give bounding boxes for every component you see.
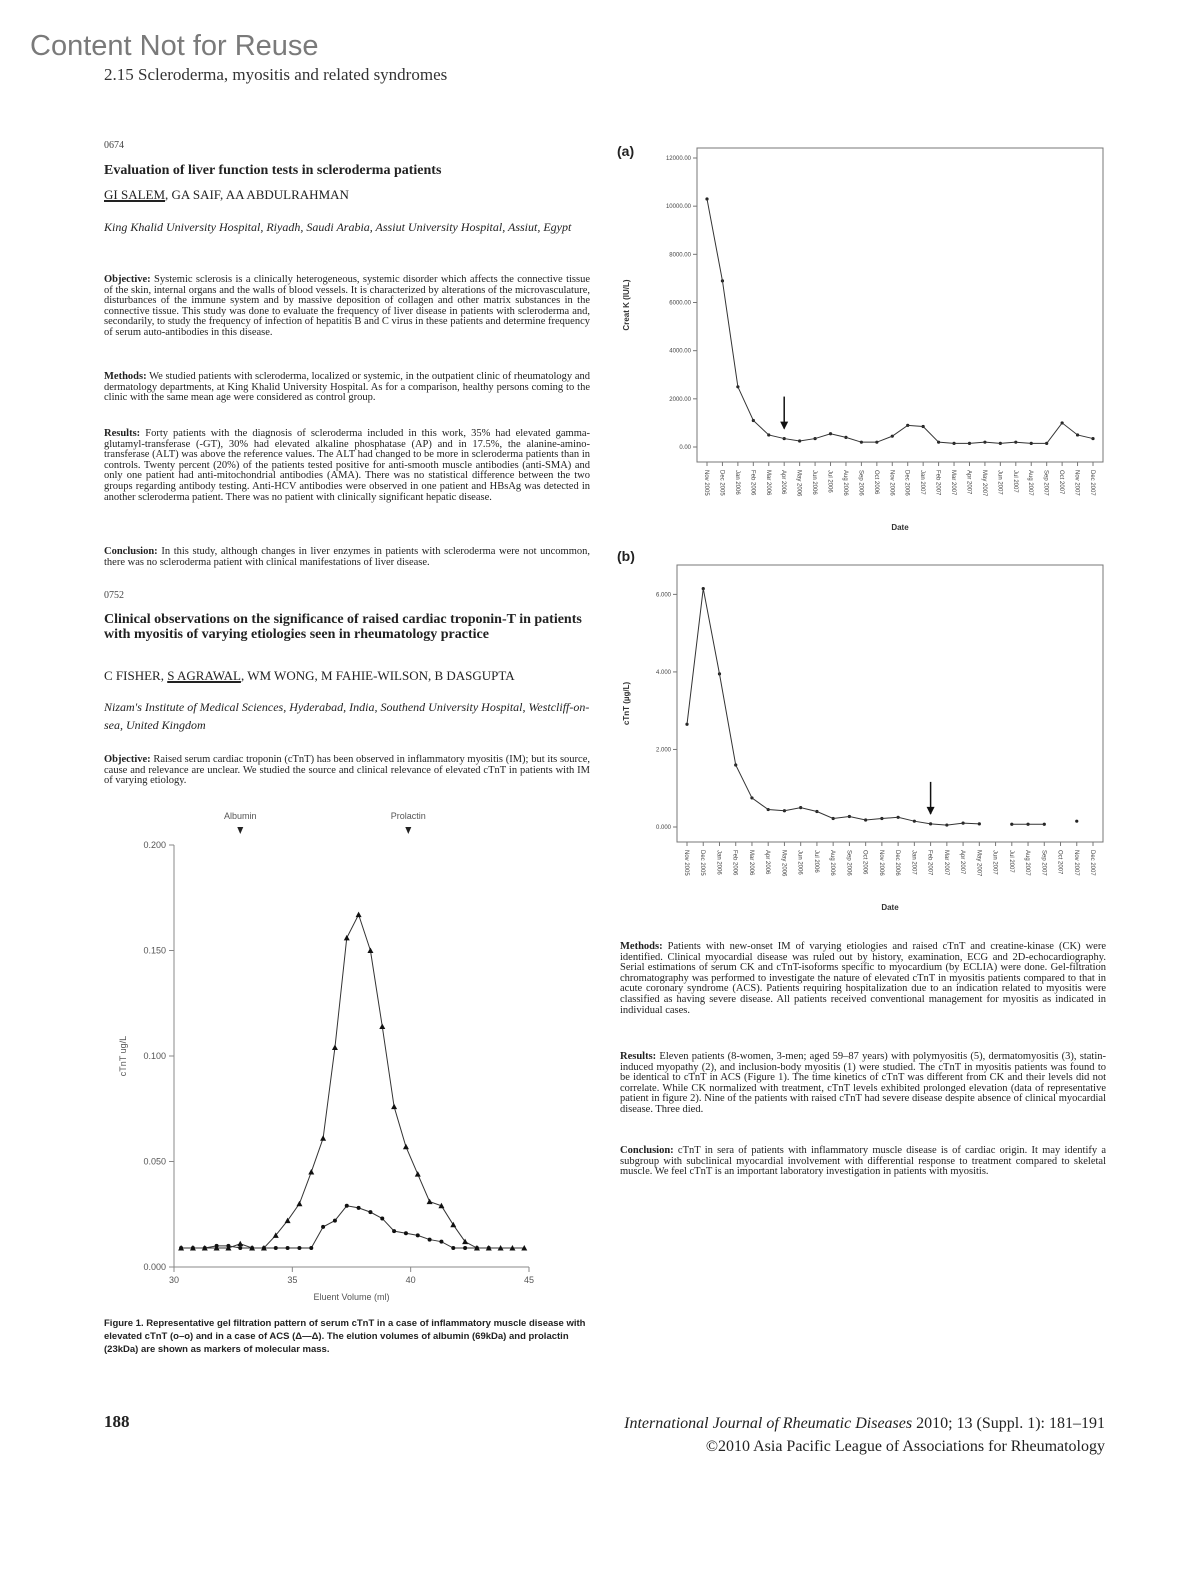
x-tick-label: Nov 2007 [1072, 850, 1079, 876]
journal-name: International Journal of Rheumatic Diseases [624, 1415, 913, 1432]
objective-paragraph [104, 275, 590, 339]
x-tick-label: Aug 2006 [841, 470, 848, 496]
x-tick-label: Feb 2007 [926, 850, 933, 876]
x-tick-label: Jan 2006 [733, 470, 740, 495]
y-tick-label: 6000.00 [669, 300, 691, 307]
data-point-circle [451, 1246, 455, 1250]
methods-paragraph [620, 942, 1106, 1016]
x-tick-label: Jul 2006 [812, 850, 819, 873]
x-tick-label: May 2007 [975, 850, 982, 877]
figure-1-gel-filtration-chart [104, 805, 584, 1315]
x-tick-label: Dec 2005 [718, 470, 725, 496]
results-paragraph [104, 429, 590, 503]
molecular-marker-arrow [405, 827, 411, 834]
figure-caption: Figure 1. Representative gel filtration pattern of serum cTnT in a case of inflammatory muscle disease with elevated cTnT (o–o) and in a case of ACS (Δ—Δ). The elution volumes of albumin (69kDa) and prolactin (23kDa) are shown as markers of molecular mass. [104, 1318, 586, 1355]
x-axis-label: Date [891, 523, 909, 532]
x-tick-label: Dec 2006 [894, 850, 901, 876]
x-tick-label: 30 [168, 1275, 180, 1285]
series-line [687, 589, 979, 825]
data-point-triangle [296, 1201, 302, 1207]
x-tick-label: Jan 2007 [919, 470, 926, 495]
y-tick-label: 8000.00 [669, 252, 691, 259]
x-tick-label: Mar 2007 [942, 850, 949, 876]
data-point-triangle [367, 948, 373, 954]
x-tick-label: 35 [287, 1275, 298, 1285]
panel-label: (a) [617, 143, 635, 159]
data-point-circle [309, 1246, 313, 1250]
data-point-circle [439, 1240, 443, 1244]
data-point-circle [404, 1231, 408, 1235]
chart-b-ctnt [615, 545, 1110, 915]
page-number: 188 [104, 1412, 130, 1431]
x-tick-label: Nov 2006 [888, 470, 895, 496]
objective-text: Raised serum cardiac troponin (cTnT) has been observed in inflammatory myositis (IM); but its source, cause and relevance are unclear. We studied the source and clinical relevance of elevated cTnT in patients with IM of varying etiology. [104, 754, 590, 787]
x-tick-label: Oct 2006 [872, 470, 879, 495]
data-point-triangle [344, 935, 350, 941]
y-tick-label: 2000.00 [669, 396, 691, 403]
x-tick-label: Apr 2007 [965, 470, 972, 495]
objective-label: Objective: [104, 274, 151, 285]
journal-citation [624, 1412, 1105, 1458]
data-point-triangle [403, 1144, 409, 1150]
x-tick-label: Feb 2006 [749, 470, 756, 496]
x-tick-label: Nov 2005 [703, 470, 709, 496]
x-tick-label: Sep 2007 [1042, 470, 1049, 496]
citation: 2010; 13 (Suppl. 1): 181–191 [912, 1415, 1105, 1432]
x-tick-label: Mar 2006 [747, 850, 754, 876]
y-axis-label: Creat K (IU/L) [622, 279, 631, 331]
methods-label: Methods: [104, 371, 147, 382]
series-line [181, 915, 524, 1248]
x-tick-label: Jul 2006 [826, 470, 833, 493]
x-tick-label: Jun 2007 [996, 470, 1003, 495]
conclusion-paragraph [620, 1146, 1106, 1178]
watermark: Content Not for Reuse [30, 30, 319, 62]
conclusion-paragraph [104, 547, 590, 568]
abstract-code: 0674 [104, 140, 124, 151]
x-tick-label: Dec 2007 [1089, 850, 1095, 876]
data-point-circle [321, 1225, 325, 1229]
data-point-triangle [450, 1222, 456, 1228]
x-tick-label: Nov 2006 [877, 850, 884, 876]
x-tick-label: Apr 2006 [764, 850, 771, 875]
y-tick-label: 0.150 [143, 945, 166, 956]
x-tick-label: Mar 2006 [764, 470, 771, 496]
y-tick-label: 10000.00 [665, 204, 691, 211]
data-point-circle [416, 1233, 420, 1237]
data-point-circle [380, 1216, 384, 1220]
data-point-circle [392, 1229, 396, 1233]
x-tick-label: Jun 2006 [796, 850, 803, 875]
data-point-triangle [391, 1104, 397, 1110]
results-label: Results: [620, 1051, 657, 1062]
data-point [1075, 820, 1078, 823]
x-tick-label: Jun 2006 [811, 470, 818, 495]
data-point-triangle [237, 1241, 243, 1247]
data-point-circle [345, 1204, 349, 1208]
x-tick-label: Jul 2007 [1007, 850, 1014, 873]
x-tick-label: Jan 2006 [715, 850, 722, 875]
x-tick-label: May 2006 [780, 850, 787, 877]
y-tick-label: 0.100 [143, 1051, 166, 1061]
x-tick-label: Sep 2007 [1040, 850, 1047, 876]
panel-label: (b) [617, 548, 635, 564]
x-tick-label: May 2006 [795, 470, 802, 497]
x-tick-label: Oct 2007 [1058, 470, 1065, 495]
x-tick-label: Nov 2005 [683, 850, 689, 876]
x-tick-label: Aug 2007 [1027, 470, 1034, 496]
series-line [707, 199, 1093, 443]
x-tick-label: May 2007 [980, 470, 987, 497]
data-point-circle [238, 1246, 242, 1250]
conclusion-label: Conclusion: [104, 546, 158, 557]
y-tick-label: 0.200 [143, 840, 166, 850]
data-point-triangle [427, 1199, 433, 1205]
conclusion-text: cTnT in sera of patients with inflammatory muscle disease is of cardiac origin. It may identify a subgroup with subclinical myocardial involvement with differential response to treatment compared to skeletal muscle. We feel cTnT is an important laboratory investigation in patients with myositis. [620, 1145, 1107, 1178]
molecular-marker-label: Prolactin [390, 811, 426, 821]
co-authors: , GA SAIF, AA ABDULRAHMAN [165, 187, 349, 202]
abstract-title: Clinical observations on the significance of raised cardiac troponin-T in patients with myositis of varying etiologies seen in rheumatology practice [104, 612, 582, 642]
affiliations: Nizam's Institute of Medical Sciences, Hyderabad, India, Southend University Hospital, Westcliff-on-sea, United Kingdom [104, 700, 590, 732]
x-axis-label: Eluent Volume (ml) [313, 1292, 390, 1302]
author-list [104, 668, 590, 684]
methods-text: Patients with new-onset IM of varying etiologies and raised cTnT and creatine-kinase (CK) were identified. Clinical myocardial disease was ruled out by history, examination, ECG and 2D-echocardiography. Serial estimations of serum CK and cTnT-isoforms specific to myocardium (by ECLIA) were done. Gel-filtration chromatography was performed to investigate the nature of elevated cTnT in myositis patients compared to that in acute coronary syndrome (ACS). Patients requiring hospitalization due to an indication related to myositis were classified as having severe disease. All patients received conventional management for myositis as indicated in individual cases. [620, 941, 1106, 1016]
results-label: Results: [104, 428, 141, 439]
y-tick-label: 12000.00 [665, 156, 691, 162]
x-tick-label: Mar 2007 [950, 470, 957, 496]
section-heading: 2.15 Scleroderma, myositis and related syndromes [104, 65, 448, 84]
data-point-circle [297, 1246, 301, 1250]
abstract-title: Evaluation of liver function tests in scleroderma patients [104, 163, 442, 178]
y-axis-label: cTnT ug/L [118, 1035, 128, 1077]
x-tick-label: Nov 2007 [1073, 470, 1080, 496]
objective-paragraph [104, 755, 590, 787]
y-tick-label: 0.00 [679, 445, 691, 451]
y-tick-label: 4000.00 [669, 348, 691, 355]
data-point-circle [286, 1246, 290, 1250]
objective-label: Objective: [104, 754, 151, 765]
y-tick-label: 2.000 [655, 747, 671, 754]
methods-text: We studied patients with scleroderma, localized or systemic, in the outpatient clinic of rheumatology and dermatology departments, at King Khalid University Hospital. As for a comparison, healthy persons coming to the clinic with the same mean age were considered as control group. [104, 371, 590, 404]
data-point-triangle [379, 1023, 385, 1028]
objective-text: Systemic sclerosis is a clinically heterogeneous, systemic disorder which affects the connective tissue of the skin, internal organs and the walls of blood vessels. It is characterized by alterations of the microvasculature, disturbances of the immune system and by massive deposition of collagen and other matrix substances in the connective tissue. This study was done to evaluate the frequency of liver disease in patients with scleroderma and, secondarily, to study the frequency of infection of hepatitis B and C virus in these patients and determine frequency of serum auto-antibodies in this disease. [104, 274, 590, 338]
data-point-circle [333, 1219, 337, 1223]
x-axis-label: Date [881, 903, 899, 912]
x-tick-label: Apr 2007 [959, 850, 966, 875]
methods-paragraph [104, 372, 590, 404]
data-point-circle [463, 1246, 467, 1250]
y-tick-label: 0.050 [143, 1156, 166, 1167]
x-tick-label: Jan 2007 [910, 850, 917, 875]
molecular-marker-label: Albumin [224, 811, 257, 821]
x-tick-label: Dec 2006 [903, 470, 910, 496]
x-tick-label: Feb 2006 [731, 850, 738, 876]
x-tick-label: Sep 2006 [857, 470, 864, 496]
x-tick-label: Aug 2006 [829, 850, 836, 876]
y-tick-label: 4.000 [655, 669, 671, 676]
affiliations: King Khalid University Hospital, Riyadh, Saudi Arabia, Assiut University Hospital, Assiut, Egypt [104, 220, 572, 234]
data-point-circle [274, 1246, 278, 1250]
arrow-head [780, 422, 788, 430]
abstract-code: 0752 [104, 590, 124, 601]
copyright: ©2010 Asia Pacific League of Associations for Rheumatology [705, 1438, 1105, 1455]
data-point-triangle [356, 912, 362, 918]
data-point-triangle [320, 1135, 326, 1141]
x-tick-label: Jul 2007 [1011, 470, 1018, 493]
y-tick-label: 0.000 [143, 1262, 166, 1272]
data-point-circle [428, 1238, 432, 1242]
data-point-triangle [415, 1171, 421, 1177]
results-paragraph [620, 1052, 1106, 1116]
x-tick-label: Dec 2005 [699, 850, 706, 876]
conclusion-label: Conclusion: [620, 1145, 674, 1156]
data-point-circle [368, 1210, 372, 1214]
x-tick-label: Apr 2006 [780, 470, 787, 495]
y-tick-label: 0.000 [655, 825, 671, 831]
y-tick-label: 6.000 [655, 592, 671, 599]
presenting-author: GI SALEM [104, 187, 166, 202]
x-tick-label: Feb 2007 [934, 470, 941, 496]
chart-a-creatine-kinase [615, 140, 1110, 535]
conclusion-text: In this study, although changes in liver enzymes in patients with scleroderma were not uncommon, there was no scleroderma patient with clinical manifestations of liver disease. [104, 546, 590, 568]
plot-frame [697, 148, 1103, 462]
methods-label: Methods: [620, 941, 663, 952]
co-authors: , WM WONG, M FAHIE-WILSON, B DASGUPTA [240, 668, 515, 683]
data-point-circle [357, 1206, 361, 1210]
x-tick-label: Dec 2007 [1089, 470, 1095, 496]
results-text: Forty patients with the diagnosis of scleroderma included in this work, 35% had elevated gamma-glutamyl-transferase (-GT), 30% had elevated alkaline phosphatase (AP) and in 17.5%, the alanine-amino-transferase (ALT) was above the reference values. The ALT had changed to be more in scleroderma patients than in controls. Twenty percent (20%) of the patients tested positive for anti-smooth muscle antibodies (anti-SMA) and only one patient had anti-mitochondrial antibodies (AMA). There was no statistical difference between the two groups regarding antibody testing. Anti-HCV antibodies were observed in one patient and HBsAg was detected in another scleroderma patient. There was no patient with clinically significant hepatic disease. [104, 428, 591, 503]
y-axis-label: cTnT (µg/L) [622, 681, 631, 726]
co-authors: C FISHER, [104, 668, 168, 683]
x-tick-label: Oct 2007 [1056, 850, 1063, 875]
x-tick-label: Jun 2007 [991, 850, 998, 875]
results-text: Eleven patients (8-women, 3-men; aged 59–87 years) with polymyositis (5), dermatomyositis (3), statin-induced myopathy (2), and inclusion-body myositis (1) were studied. The cTnT in myositis patients was found to be identical to cTnT in ACS (Figure 1). The time kinetics of cTnT was different from CK and their levels did not correlate. While CK normalized with treatment, cTnT levels exhibited prolonged elevation (data of representative patient in figure 2). Nine of the patients with raised cTnT had severe disease despite absence of clinical myocardial disease. Three died. [620, 1051, 1107, 1115]
author-list [104, 187, 590, 203]
x-tick-label: Sep 2006 [845, 850, 852, 876]
molecular-marker-arrow [237, 827, 243, 834]
x-tick-label: Aug 2007 [1024, 850, 1031, 876]
data-point-triangle [308, 1169, 314, 1175]
x-tick-label: 45 [523, 1275, 535, 1285]
data-point-triangle [332, 1045, 338, 1051]
plot-frame [677, 565, 1103, 842]
presenting-author: S AGRAWAL [167, 668, 241, 683]
x-tick-label: Oct 2006 [861, 850, 868, 875]
x-tick-label: 40 [405, 1275, 416, 1285]
arrow-head [927, 807, 935, 815]
